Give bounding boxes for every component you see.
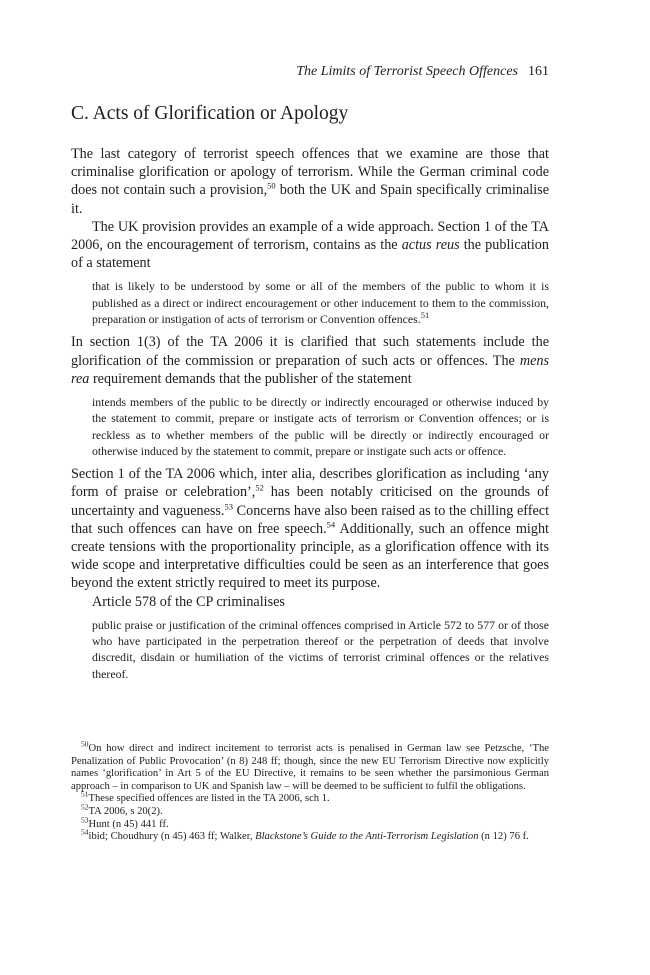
footnote-ref: 54: [326, 518, 336, 529]
paragraph: The UK provision provides an example of a wide approach. Section 1 of the TA 2006, on the encouragement of terrorism, contains as the actus reus the publication of a statement: [71, 218, 549, 272]
running-head-title: The Limits of Terrorist Speech Offences: [296, 64, 518, 79]
footnote: $^{50}$On how direct and indirect incitement to terrorist acts is penalised in German law see Petzsche, ‘The Penalization of Public Provocation’ (n 8) 248 ff; though, since the new EU Terrorism Directive now explicitly names ‘glorification’ in Art 5 of the EU Directive, it remains to be seen whether the parsimonious German approach – in comparison to UK and Spanish law – will be deemed to be sufficient to fulfil the obligations.: [71, 739, 549, 792]
page-number: 161: [528, 64, 549, 79]
footnotes: [71, 739, 549, 844]
footnote: $^{52}$TA 2006, s 20(2).: [81, 802, 163, 817]
block-quote: intends members of the public to be directly or indirectly encouraged or otherwise induced by the statement to commit, prepare or instigate acts of terrorism or Convention offences; or is reckless as to whether members of the public will be directly or indirectly encouraged or otherwise induced by the statement to commit, prepare or instigate such acts or offence.: [92, 394, 549, 458]
section-title: C. Acts of Glorification or Apology: [71, 103, 349, 124]
footnote-ref: 50: [267, 180, 276, 191]
footnote: $^{51}$These specified offences are listed in the TA 2006, sch 1.: [81, 789, 330, 805]
block-quote: that is likely to be understood by some or all of the members of the public to whom it is published as a direct or indirect encouragement or other inducement to them to the commission, preparation or instigation of acts of terrorism or Convention offences.$^{51}$: [92, 279, 549, 327]
footnote-ref: 53: [224, 500, 233, 511]
paragraph: The last category of terrorist speech offences that we examine are those that criminalise glorification or apology of terrorism. While the German criminal code does not contain such a provision,$^{50}$ both the UK and Spain specifically criminalise it.: [71, 146, 549, 217]
block-quote: public praise or justification of the criminal offences comprised in Article 572 to 577 or of those who have participated in the perpetration thereof or the perpetration of deeds that involve discredit, disdain or humiliation of the victims of terrorist criminal offences or the relatives thereof.: [92, 617, 549, 681]
page-body: [71, 62, 549, 688]
paragraph: In section 1(3) of the TA 2006 it is clarified that such statements include the glorification of the commission or preparation of such acts or offences. The mens rea requirement demands that the publisher of the statement: [71, 334, 549, 387]
paragraph: Section 1 of the TA 2006 which, inter alia, describes glorification as including ‘any form of praise or celebration’,$^{52}$ has been notably criticised on the grounds of uncertainty and vagueness.$^{53}$ Concerns have also been raised as to the chilling effect that such offences can have on free speech.$^{54}$ Additionally, such an offence might create tensions with the proportionality principle, as a glorification offence with its wide scope and interpretative difficulties could be seen as an interference that goes beyond the extent strictly required to meet its purpose.: [71, 466, 550, 592]
footnote: $^{54}$ibid; Choudhury (n 45) 463 ff; Walker, Blackstone’s Guide to the Anti-Terrorism Legislation (n 12) 76 f.: [81, 827, 529, 843]
footnote-ref: 51: [420, 310, 430, 321]
paragraph: Article 578 of the CP criminalises: [92, 593, 285, 610]
footnote: $^{53}$Hunt (n 45) 441 ff.: [81, 815, 169, 830]
running-head: [71, 62, 549, 82]
footnote-ref: 52: [255, 482, 264, 493]
